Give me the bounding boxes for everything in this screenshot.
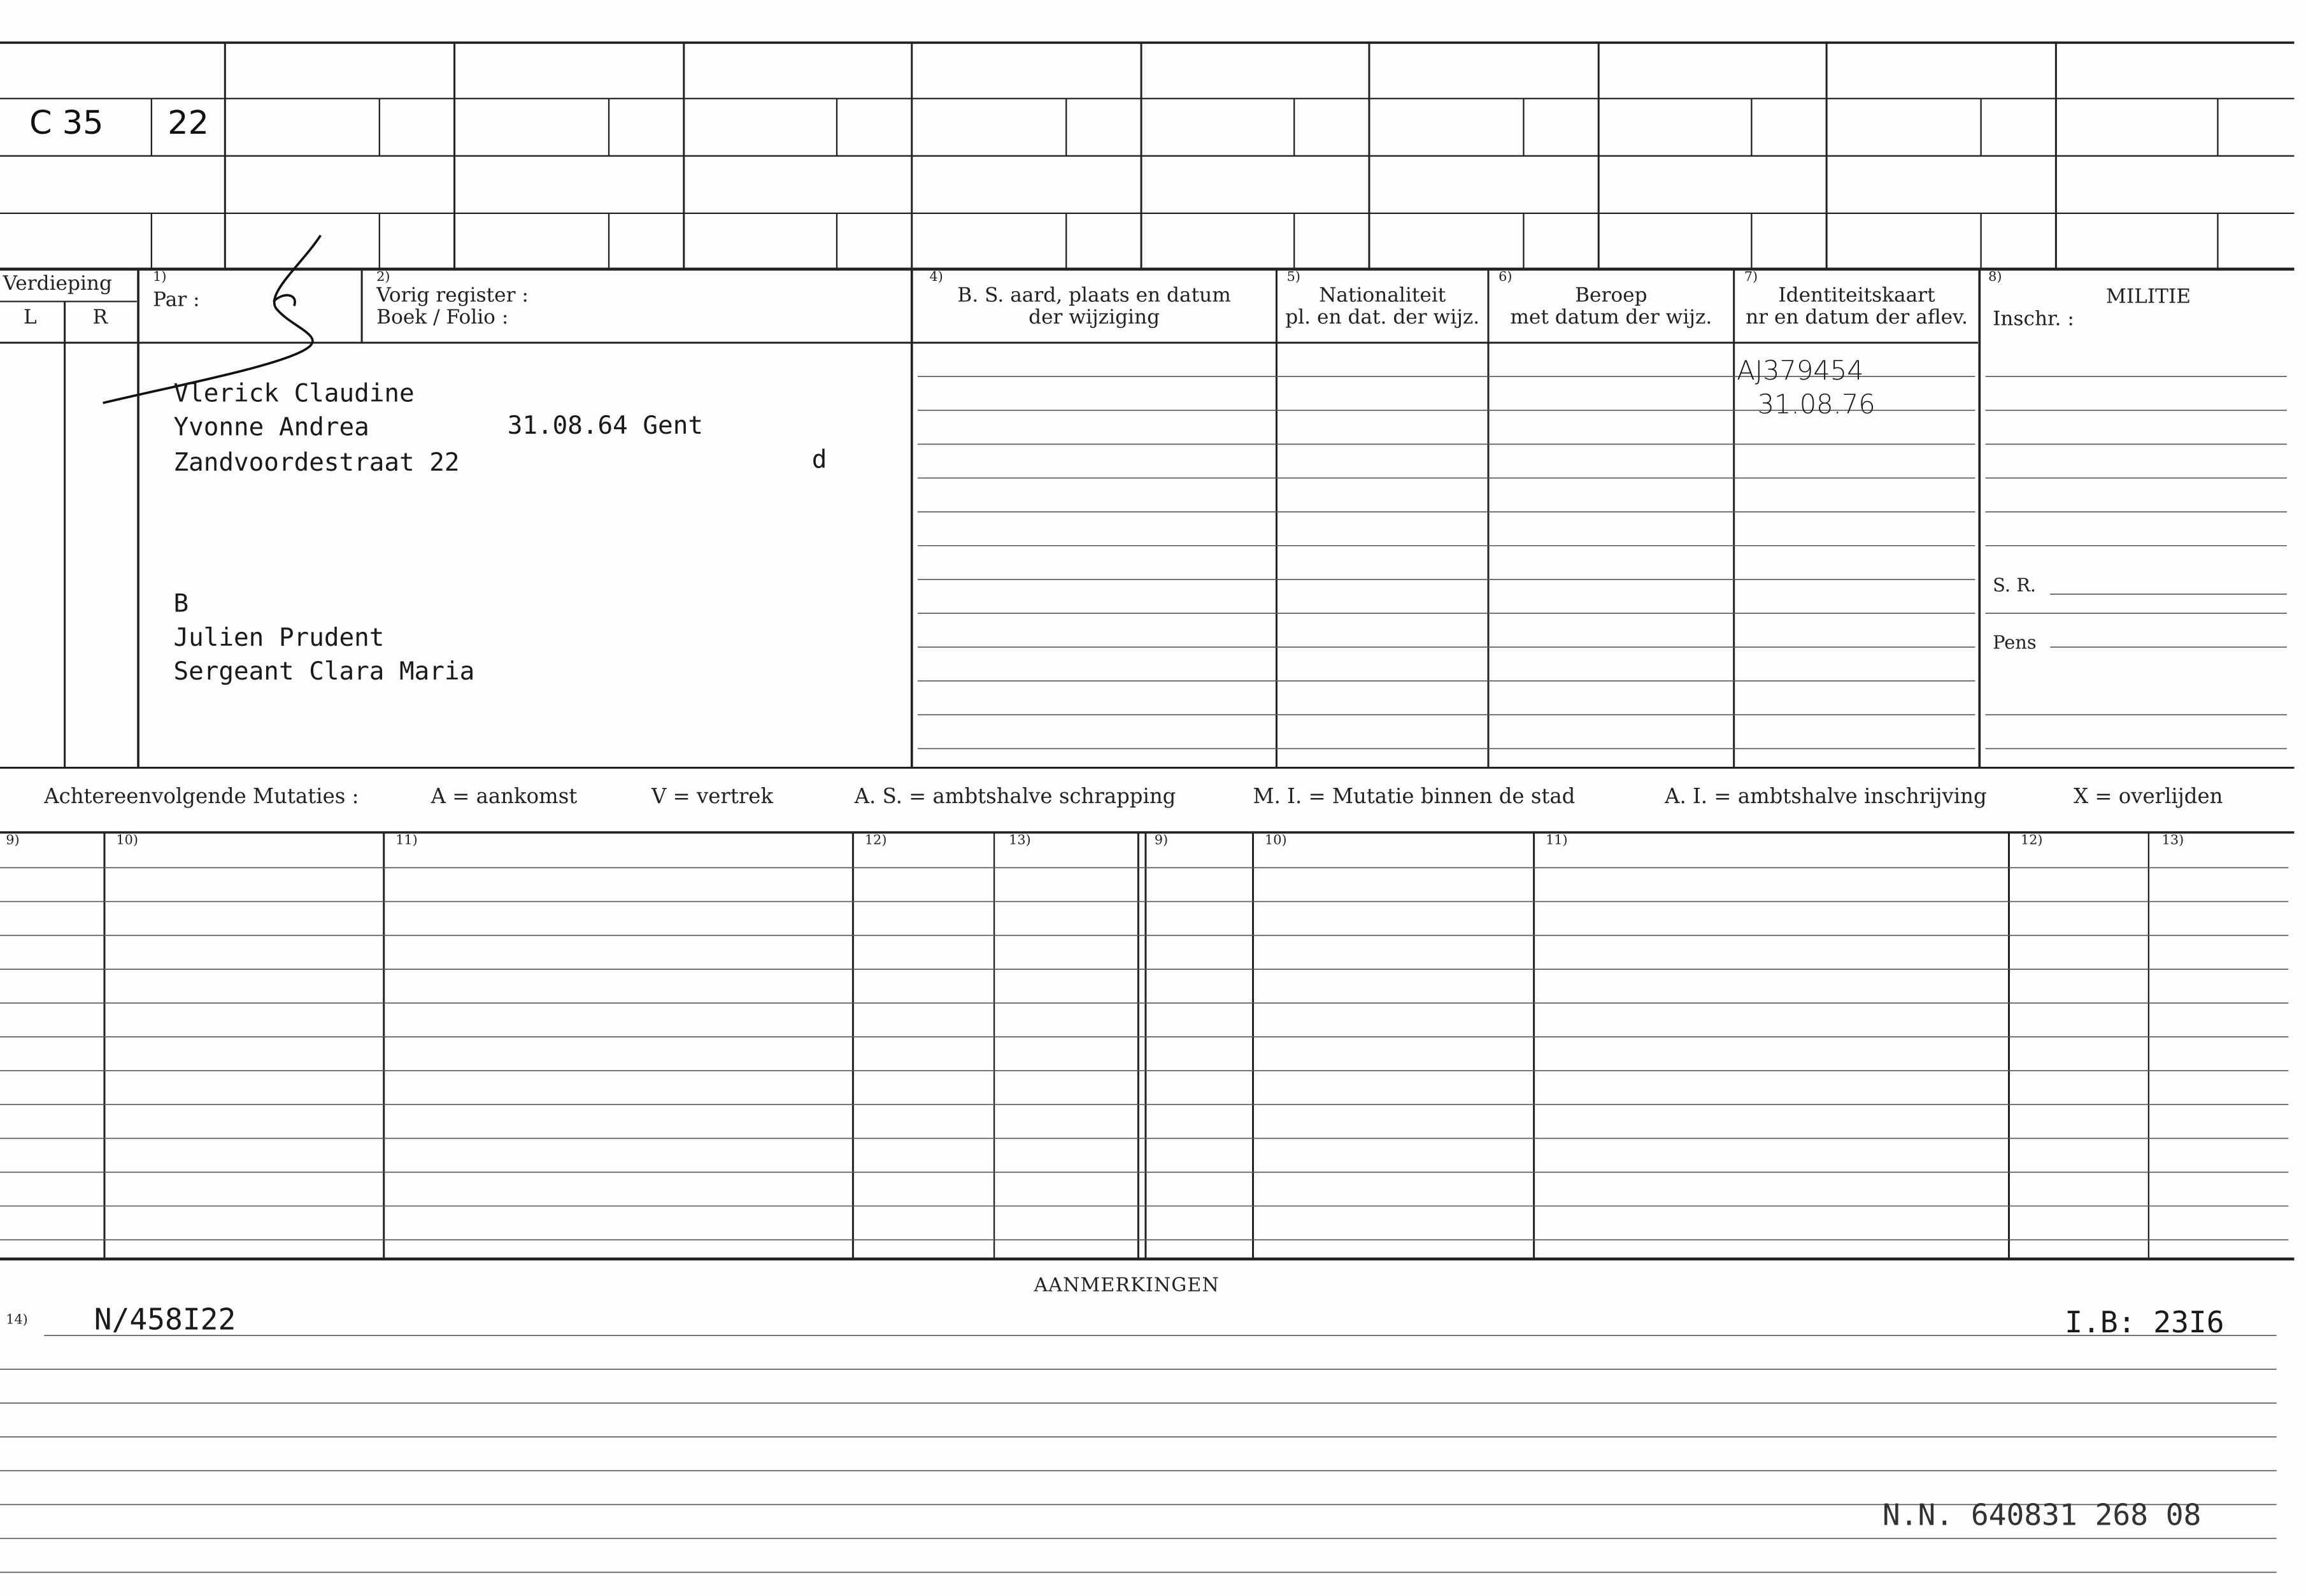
legend-ambtshalve-schrapping: A. S. = ambtshalve schrapping	[854, 785, 1176, 809]
remarks-entry: N/458I22	[94, 1301, 236, 1337]
person-given-names: Yvonne Andrea	[173, 413, 369, 443]
person-address: Zandvoordestraat 22	[173, 448, 460, 478]
column-number: 2)	[376, 270, 390, 286]
right-label: R	[92, 306, 108, 330]
boek-folio-label: Boek / Folio :	[376, 306, 509, 330]
birth-date-place: 31.08.64 Gent	[507, 411, 703, 441]
mother-name: Sergeant Clara Maria	[173, 657, 475, 687]
column-number: 1)	[153, 270, 167, 286]
mutation-column-number: 13)	[1009, 834, 1031, 849]
parent-label: B	[173, 590, 189, 620]
national-number: N.N. 640831 268 08	[1882, 1497, 2202, 1533]
identiteitskaart-header: Identiteitskaart	[1778, 283, 1935, 308]
mutations-title: Achtereenvolgende Mutaties :	[44, 785, 359, 809]
remarks-title: AANMERKINGEN	[1034, 1275, 1220, 1297]
beroep-subheader: met datum der wijz.	[1510, 306, 1712, 330]
status-mark: d	[811, 445, 827, 475]
nationaliteit-header: Nationaliteit	[1319, 283, 1446, 308]
legend-mutatie-binnen-stad: M. I. = Mutatie binnen de stad	[1253, 785, 1576, 809]
vorig-register-label: Vorig register :	[376, 283, 529, 308]
register-code: C 35	[29, 106, 104, 143]
person-name: Vlerick Claudine	[173, 379, 415, 409]
nationaliteit-subheader: pl. en dat. der wijz.	[1285, 306, 1480, 330]
mutation-column-number: 9)	[1154, 834, 1169, 849]
mutation-column-number: 12)	[2020, 834, 2043, 849]
identity-card-date: 31.08.76	[1757, 389, 1875, 421]
mutation-column-number: 11)	[1546, 834, 1568, 849]
column-number: 7)	[1744, 270, 1758, 286]
mutation-column-number: 10)	[116, 834, 139, 849]
mutation-column-number: 10)	[1264, 834, 1287, 849]
bs-header-line1: B. S. aard, plaats en datum	[957, 283, 1231, 308]
left-label: L	[23, 306, 37, 330]
inschr-label: Inschr. :	[1993, 307, 2074, 331]
bs-header-line2: der wijziging	[1028, 306, 1160, 330]
sr-label: S. R.	[1993, 573, 2037, 596]
mutation-column-number: 11)	[395, 834, 418, 849]
column-number: 4)	[929, 270, 943, 286]
legend-aankomst: A = aankomst	[431, 785, 578, 809]
register-number: 22	[167, 106, 209, 143]
legend-overlijden: X = overlijden	[2074, 785, 2223, 809]
militie-header: MILITIE	[2105, 285, 2191, 309]
father-name: Julien Prudent	[173, 623, 385, 653]
beroep-header: Beroep	[1575, 283, 1648, 308]
par-label: Par :	[153, 288, 200, 312]
handwritten-flourish	[103, 235, 321, 403]
remarks-column-number: 14)	[6, 1313, 28, 1329]
mutation-column-number: 12)	[864, 834, 887, 849]
legend-ambtshalve-inschrijving: A. I. = ambtshalve inschrijving	[1665, 785, 1987, 809]
column-number: 6)	[1498, 270, 1512, 286]
verdieping-label: Verdieping	[3, 272, 112, 296]
legend-vertrek: V = vertrek	[651, 785, 774, 809]
mutation-column-number: 9)	[6, 834, 20, 849]
identiteitskaart-subheader: nr en datum der aflev.	[1746, 306, 1968, 330]
pens-label: Pens	[1993, 631, 2037, 653]
column-number: 5)	[1286, 270, 1300, 286]
mutation-column-number: 13)	[2161, 834, 2184, 849]
identity-card-number: AJ379454	[1737, 355, 1864, 387]
column-number: 8)	[1988, 270, 2002, 286]
ib-number: I.B: 23I6	[2065, 1304, 2224, 1340]
